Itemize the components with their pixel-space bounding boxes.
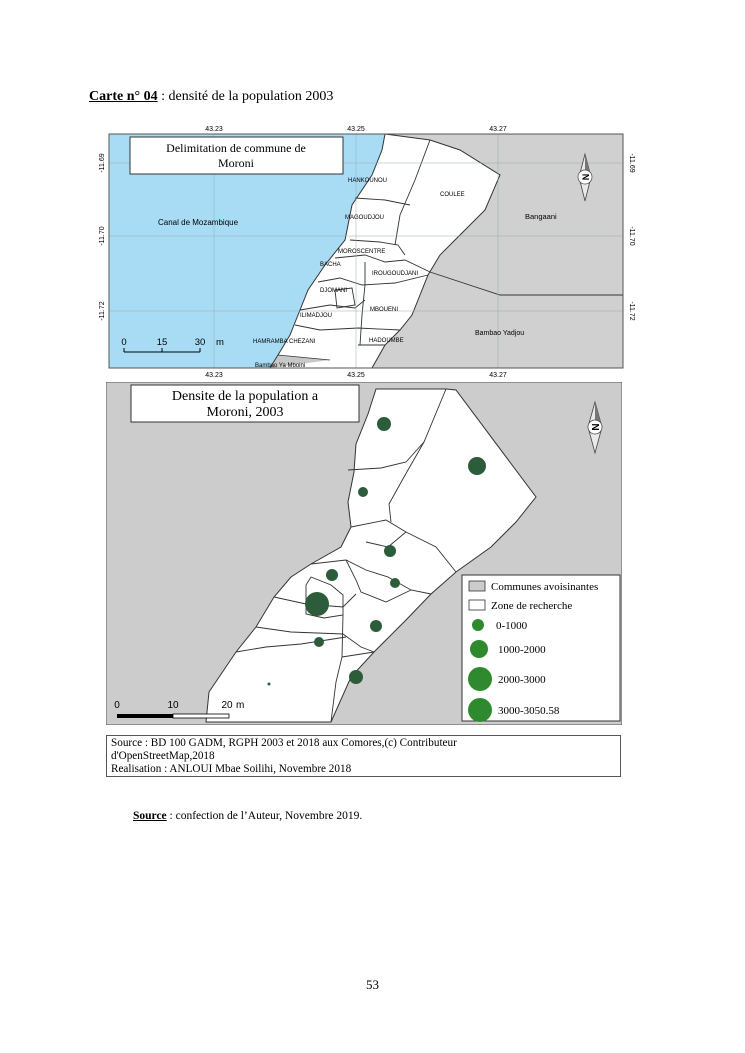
source-note-text: : confection de l’Auteur, Novembre 2019. (166, 810, 363, 822)
legend-circle-2000-3000 (468, 667, 492, 691)
page-number: 53 (366, 977, 379, 992)
commune-label-bacha: BACHA (320, 262, 341, 268)
map2-scale-unit: m (236, 700, 245, 711)
density-dot (349, 670, 363, 684)
sea-label: Canal de Mozambique (158, 218, 239, 227)
lat-tick-left-2: -11.70 (99, 226, 106, 246)
caption-text: : densité de la population 2003 (157, 89, 334, 104)
lon-tick-bottom-1: 43.23 (205, 372, 223, 379)
density-dot (468, 457, 486, 475)
legend-swatch-neighbors (469, 581, 485, 591)
legend-label-0-1000: 0-1000 (496, 620, 528, 632)
southeast-label: Bambao Yadjou (475, 330, 525, 337)
east-label: Bangaani (525, 212, 557, 221)
commune-label-hamramba: HAMRAMBA CHEZANI (253, 339, 316, 345)
caption-label: Carte n° 04 (89, 89, 158, 104)
map2-north-letter: N (591, 423, 602, 431)
density-dot (358, 487, 368, 497)
source-note (133, 810, 362, 822)
density-dot (314, 637, 324, 647)
map1-title-line2: Moroni (218, 156, 254, 170)
map2-scale-label-2: 20 (221, 700, 233, 711)
density-dot (326, 569, 338, 581)
legend-circle-1000-2000 (470, 640, 488, 658)
lat-tick-left-1: -11.69 (99, 153, 106, 173)
density-dot (370, 620, 382, 632)
map2-legend (462, 575, 620, 722)
lon-tick-bottom-3: 43.27 (489, 372, 507, 379)
map2-title-line2: Moroni, 2003 (206, 405, 284, 420)
commune-label-djomani: DJOMANI (320, 288, 347, 294)
legend-label-1000-2000: 1000-2000 (498, 644, 546, 656)
lon-tick-top-3: 43.27 (489, 126, 507, 133)
credits-line-2: d'OpenStreetMap,2018 (111, 750, 215, 762)
commune-label-morosc: MOROSCENTRE (338, 249, 386, 255)
legend-circle-3000-3050 (468, 698, 492, 722)
density-dot (390, 578, 400, 588)
density-dot (305, 592, 329, 616)
lat-tick-left-3: -11.72 (99, 301, 106, 321)
population-density-map (106, 382, 622, 725)
legend-label-3000-3050: 3000-3050.58 (498, 705, 560, 717)
density-dot (268, 683, 271, 686)
commune-label-irougoudjani: IROUGOUDJANI (372, 271, 419, 277)
commune-label-ilimadjou: ILIMADJOU (300, 313, 333, 319)
commune-label-hankounou: HANKOUNOU (348, 178, 388, 184)
south-label: Bambao Ya Mboini (255, 363, 306, 369)
legend-label-neighbors: Communes avoisinantes (491, 581, 599, 593)
lon-tick-top-2: 43.25 (347, 126, 365, 133)
commune-label-mboueni: MBOUENI (370, 307, 399, 313)
legend-swatch-study-zone (469, 600, 485, 610)
credits-line-3: Realisation : ANLOUI Mbae Soilihi, Novembre 2018 (111, 763, 352, 775)
map2-title-line1: Densite de la population a (171, 389, 319, 404)
legend-label-2000-3000: 2000-3000 (498, 674, 546, 686)
map1-scale-label-1: 15 (156, 337, 168, 348)
credits-box (106, 735, 621, 777)
density-dot (384, 545, 396, 557)
source-note-label: Source (133, 810, 167, 822)
map2-scale-label-1: 10 (167, 700, 179, 711)
map1-scale-label-0: 0 (121, 337, 127, 348)
lon-tick-bottom-2: 43.25 (347, 372, 365, 379)
map1-north-letter: N (581, 173, 591, 181)
map1-title-line1: Delimitation de commune de (166, 141, 306, 155)
density-dot (377, 417, 391, 431)
map1-scale-label-2: 30 (194, 337, 206, 348)
map2-scale-label-0: 0 (114, 700, 120, 711)
map1-scale-unit: m (216, 337, 224, 348)
commune-label-magoudjou: MAGOUDJOU (345, 215, 384, 221)
lat-tick-right-1: -11.69 (628, 153, 635, 173)
commune-label-coulee: COULEE (440, 192, 465, 198)
lat-tick-right-2: -11.70 (628, 226, 635, 246)
legend-circle-0-1000 (472, 619, 484, 631)
legend-label-study-zone: Zone de recherche (491, 600, 573, 612)
lon-tick-top-1: 43.23 (205, 126, 223, 133)
commune-label-hadoumbe: HADOUMBE (369, 338, 404, 344)
credits-line-1: Source : BD 100 GADM, RGPH 2003 et 2018 aux Comores,(c) Contributeur (111, 737, 457, 749)
lat-tick-right-3: -11.72 (628, 301, 635, 321)
